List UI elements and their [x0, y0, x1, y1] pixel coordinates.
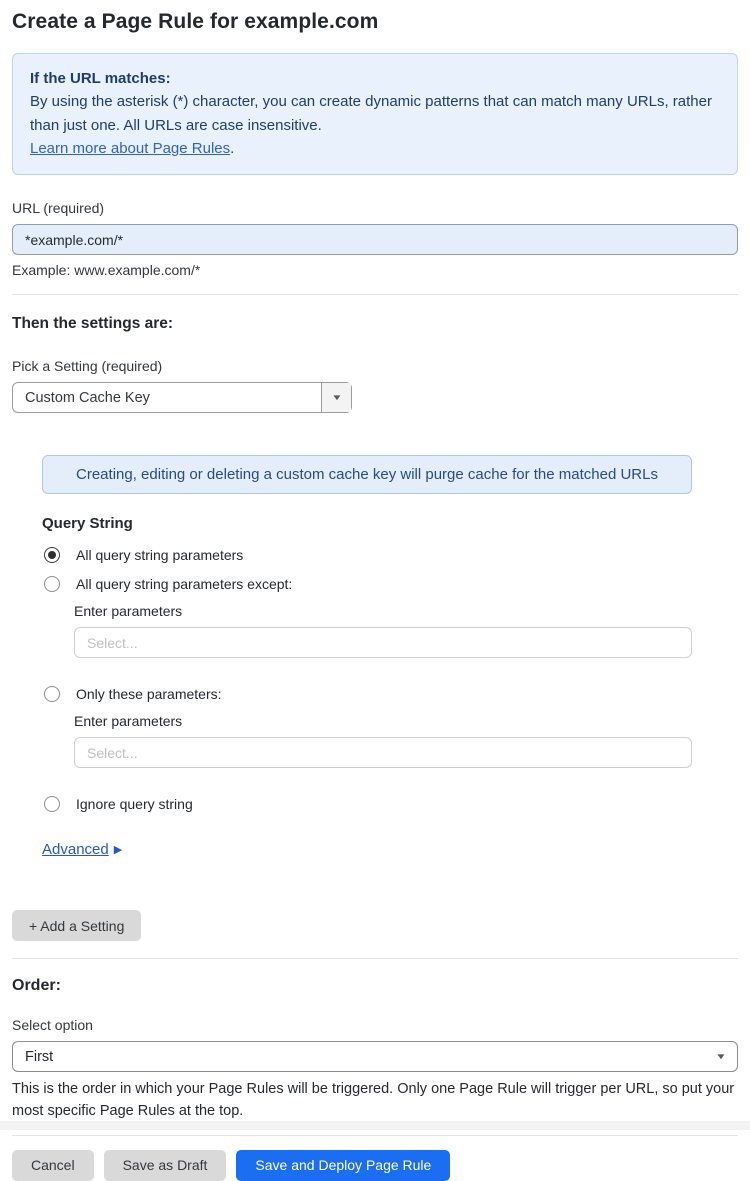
pick-setting-label: Pick a Setting (required) — [12, 358, 163, 374]
query-string-heading: Query String — [42, 515, 133, 532]
setting-select-value: Custom Cache Key — [25, 389, 150, 406]
bottom-strip — [0, 1121, 750, 1130]
only-parameters-input[interactable] — [74, 737, 692, 768]
url-field-label: URL (required) — [12, 200, 105, 216]
url-input[interactable] — [12, 224, 738, 255]
radio-option-all-except[interactable] — [44, 576, 738, 592]
chevron-down-icon: ▼ — [715, 1052, 727, 1061]
setting-select[interactable] — [12, 382, 352, 413]
except-parameters-input[interactable] — [74, 627, 692, 658]
radio-label[interactable]: Ignore query string — [76, 796, 193, 812]
order-section-heading: Order: — [12, 977, 61, 994]
radio-button[interactable] — [44, 686, 60, 702]
radio-option-only-these[interactable] — [44, 686, 738, 702]
divider — [12, 294, 738, 295]
radio-button[interactable] — [44, 796, 60, 812]
radio-dot — [48, 551, 56, 559]
order-helper-text: This is the order in which your Page Rules will be triggered. Only one Page Rule will trigger per URL, so put your most specific Page Rules at the top. — [12, 1081, 735, 1119]
advanced-toggle-link[interactable] — [42, 841, 122, 858]
footer-actions — [12, 1150, 738, 1181]
radio-label[interactable]: All query string parameters — [76, 547, 244, 563]
url-match-info-box — [12, 53, 738, 175]
radio-label[interactable]: All query string parameters except: — [76, 576, 293, 592]
radio-button[interactable] — [44, 576, 60, 592]
learn-more-link[interactable]: Learn more about Page Rules — [30, 139, 231, 157]
divider — [12, 1135, 738, 1136]
info-box-heading: If the URL matches: — [30, 70, 171, 87]
settings-section-heading: Then the settings are: — [12, 315, 174, 332]
enter-parameters-label: Enter parameters — [74, 713, 183, 729]
save-deploy-button[interactable]: Save and Deploy Page Rule — [236, 1150, 450, 1181]
enter-parameters-label: Enter parameters — [74, 603, 183, 619]
setting-select-arrow-button[interactable] — [321, 383, 351, 412]
chevron-right-icon: ▶ — [113, 844, 123, 856]
add-setting-button[interactable]: + Add a Setting — [12, 910, 141, 941]
link-period: . — [230, 139, 235, 157]
order-select-value: First — [25, 1048, 54, 1065]
radio-button-selected[interactable] — [44, 547, 60, 563]
advanced-link-label[interactable]: Advanced — [42, 841, 109, 858]
info-box-link-row — [30, 137, 720, 160]
radio-option-ignore-qs[interactable] — [44, 796, 738, 812]
radio-option-all-params[interactable] — [44, 547, 738, 563]
url-example-helper: Example: www.example.com/* — [12, 262, 201, 278]
cache-key-notice: Creating, editing or deleting a custom cache key will purge cache for the matched URLs — [42, 455, 692, 494]
order-select-label: Select option — [12, 1017, 93, 1033]
info-box-body: By using the asterisk (*) character, you can create dynamic patterns that can match many URLs, rather than just one. All URLs are case insensitive. — [30, 93, 712, 134]
order-select[interactable] — [12, 1041, 738, 1072]
save-draft-button[interactable]: Save as Draft — [104, 1150, 227, 1181]
cancel-button[interactable]: Cancel — [12, 1150, 94, 1181]
radio-label[interactable]: Only these parameters: — [76, 686, 222, 702]
chevron-down-icon: ▼ — [330, 393, 343, 402]
divider — [12, 958, 738, 959]
page-title: Create a Page Rule for example.com — [12, 10, 379, 33]
